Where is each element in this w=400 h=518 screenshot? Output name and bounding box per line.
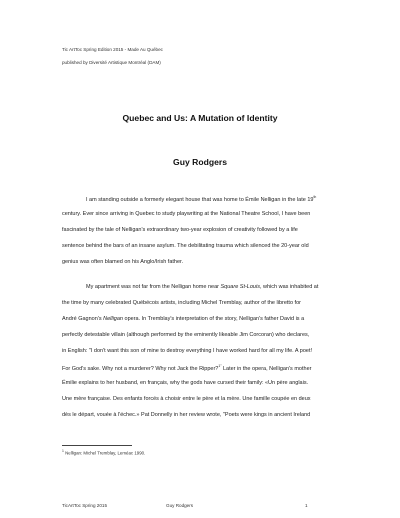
paragraph-1-line-4: sentence behind the bars of an insane asylum. The debilitating trauma which silenced the 20-year old [62,243,309,249]
opera-title: Nelligan [103,316,123,322]
article-title: Quebec and Us: A Mutation of Identity [122,113,278,123]
text: , which was inhabited at [259,284,319,290]
paragraph-2-line-4: perfectly detestable villain (although performed by the eminently likeable Jim Corcoran) who declares, [62,332,310,338]
footer-author: Guy Rodgers [166,503,194,508]
paragraph-1-line-2: century. Ever since arriving in Quebec to study playwriting at the National Theatre School, I have been [62,211,311,217]
text: For God's sake. Why not a murderer? Why not Jack the Ripper? [62,365,219,372]
place-name: Square St-Louis [220,284,260,290]
paragraph-1-line-1 [86,196,316,203]
paragraph-2-line-3 [62,317,304,323]
paragraph-1-line-3: fascinated by the tale of Nelligan's extraordinary two-year explosion of creativity followed by a life [62,227,298,233]
footnote-ref: 1" [218,364,222,368]
text: I am standing outside a formerly elegant house that was home to Émile Nelligan in the late 19 [86,196,314,203]
paragraph-2-line-1 [86,285,318,291]
footnote-divider [62,445,132,446]
superscript: th [313,195,317,199]
paragraph-2-line-8: Une mère française. Des enfants forcés à choisir entre le père et la mère. Une famille coupée en deux [62,396,311,402]
paragraph-2-line-6 [62,365,311,372]
text: André Gagnon's [62,316,104,322]
paragraph-1-line-5: genius was often blamed on his Anglo/Irish father. [62,259,184,265]
header-publisher: published by Diversité Artistique Montréal (DAM) [62,60,161,65]
text: Later in the opera, Nelligan's mother [221,365,312,372]
paragraph-2-line-2: the time by many celebrated Québécois artists, including Michel Tremblay, author of the libretto for [62,300,301,306]
text: My apartment was not far from the Nelligan home near [86,284,221,290]
paragraph-2-line-5: in English: "I don't want this son of mine to destroy everything I have worked hard for all my life. A poet! [62,348,313,354]
article-author: Guy Rodgers [173,157,227,167]
footer-page-number: 1 [305,503,308,508]
header-edition: Tic ArtToc Spring Edition 2015 - Made Au Québec [62,47,163,52]
footer-publication: TicArtToc Spring 2015 [62,503,108,508]
footnote [62,449,145,455]
paragraph-2-line-9: dès le départ, vouée à l'échec.» Pat Donnelly in her review wrote, "Poets were kings in ancient Ireland [62,412,311,418]
paragraph-2-line-7: Émilie explains to her husband, en français, why the gods have cursed their family: «Un père anglais. [62,380,309,386]
footnote-marker: 1 [62,449,64,453]
text: opera. In Tremblay's interpretation of the story, Nelligan's father David is a [122,316,305,322]
footnote-text: Nelligan: Michel Tremblay, Leméac 1990. [63,450,146,456]
